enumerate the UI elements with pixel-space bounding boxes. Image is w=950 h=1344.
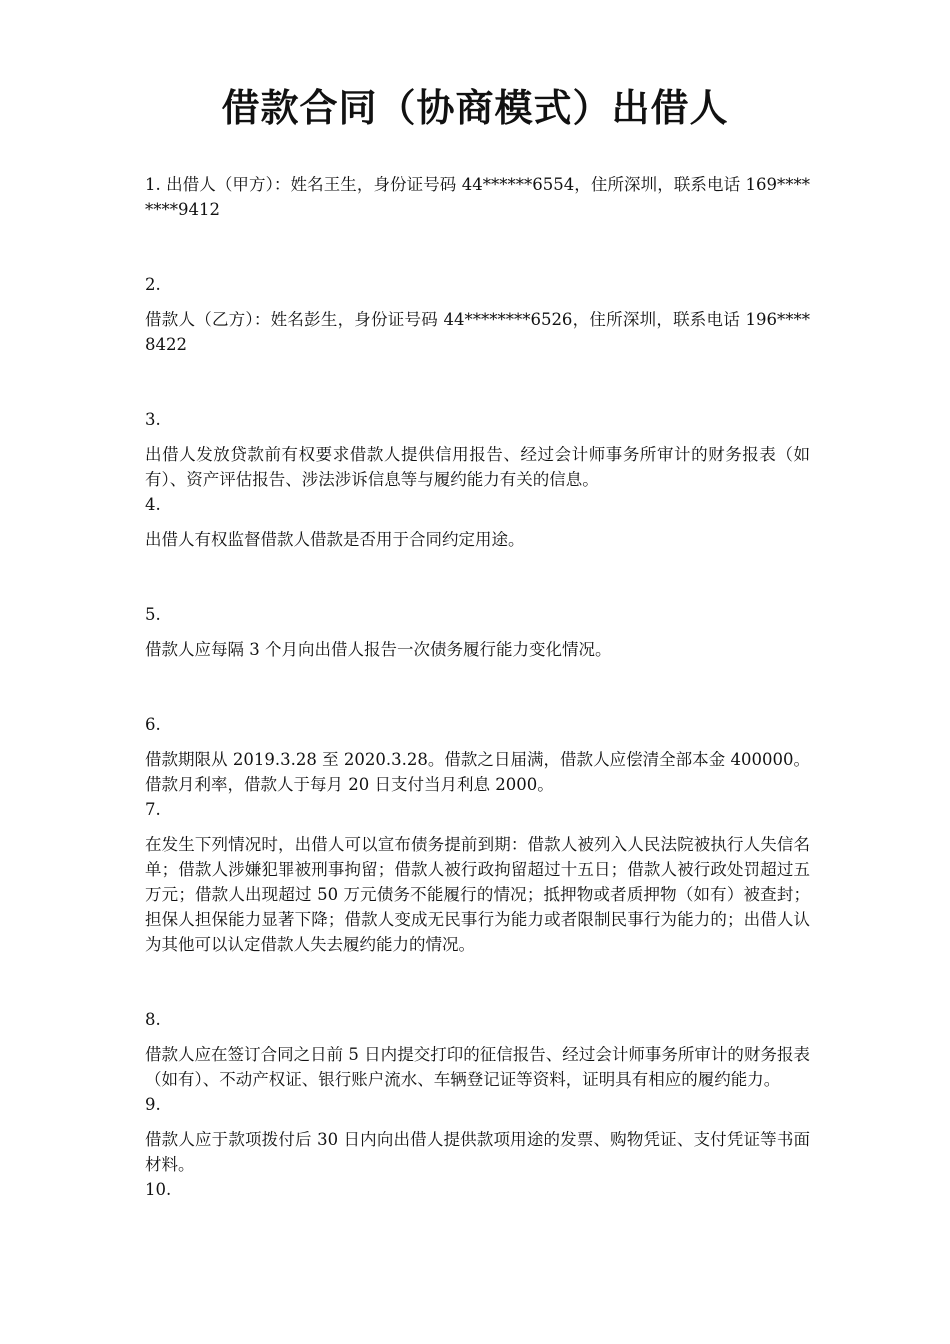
document-title: 借款合同（协商模式）出借人 (221, 86, 729, 130)
clause-4-text: 出借人有权监督借款人借款是否用于合同约定用途。 (145, 530, 525, 549)
clause-1-text: 1. 出借人（甲方）：姓名王生，身份证号码 44******6554，住所深圳，联系电话 169********9412 (145, 175, 810, 219)
clause-2-text: 借款人（乙方）：姓名彭生，身份证号码 44********6526，住所深圳，联系电话 196****8422 (145, 310, 810, 354)
clause-8-number: 8. (145, 1010, 161, 1029)
clause-6-number: 6. (145, 715, 161, 734)
clause-5-number: 5. (145, 605, 161, 624)
clause-5-text: 借款人应每隔 3 个月向出借人报告一次债务履行能力变化情况。 (145, 640, 612, 659)
clause-2-number: 2. (145, 275, 161, 294)
clause-6-text: 借款期限从 2019.3.28 至 2020.3.28。借款之日届满，借款人应偿清全部本金 400000。借款月利率，借款人于每月 20 日支付当月利息 2000。 (145, 750, 810, 794)
clause-10-number: 10. (145, 1180, 172, 1199)
clause-7-text: 在发生下列情况时，出借人可以宣布债务提前到期：借款人被列入人民法院被执行人失信名单；借款人涉嫌犯罪被刑事拘留；借款人被行政拘留超过十五日；借款人被行政处罚超过五万元；借款人出现超过 50 万元债务不能履行的情况；抵押物或者质押物（如有）被查封；担保人担保能力显著下降；借款人变成无民事行为能力或者限制民事行为能力的；出借人认为其他可以认定借款人失去履约能力的情况。 (145, 835, 810, 954)
clause-8-text: 借款人应在签订合同之日前 5 日内提交打印的征信报告、经过会计师事务所审计的财务报表（如有）、不动产权证、银行账户流水、车辆登记证等资料，证明具有相应的履约能力。 (145, 1045, 810, 1089)
clause-3-number: 3. (145, 410, 161, 429)
document-body (145, 172, 810, 1202)
clause-7-number: 7. (145, 800, 161, 819)
clause-9-text: 借款人应于款项拨付后 30 日内向出借人提供款项用途的发票、购物凭证、支付凭证等书面材料。 (145, 1130, 810, 1174)
clause-4-number: 4. (145, 495, 161, 514)
clause-3-text: 出借人发放贷款前有权要求借款人提供信用报告、经过会计师事务所审计的财务报表（如有）、资产评估报告、涉法涉诉信息等与履约能力有关的信息。 (145, 445, 810, 489)
clause-9-number: 9. (145, 1095, 161, 1114)
